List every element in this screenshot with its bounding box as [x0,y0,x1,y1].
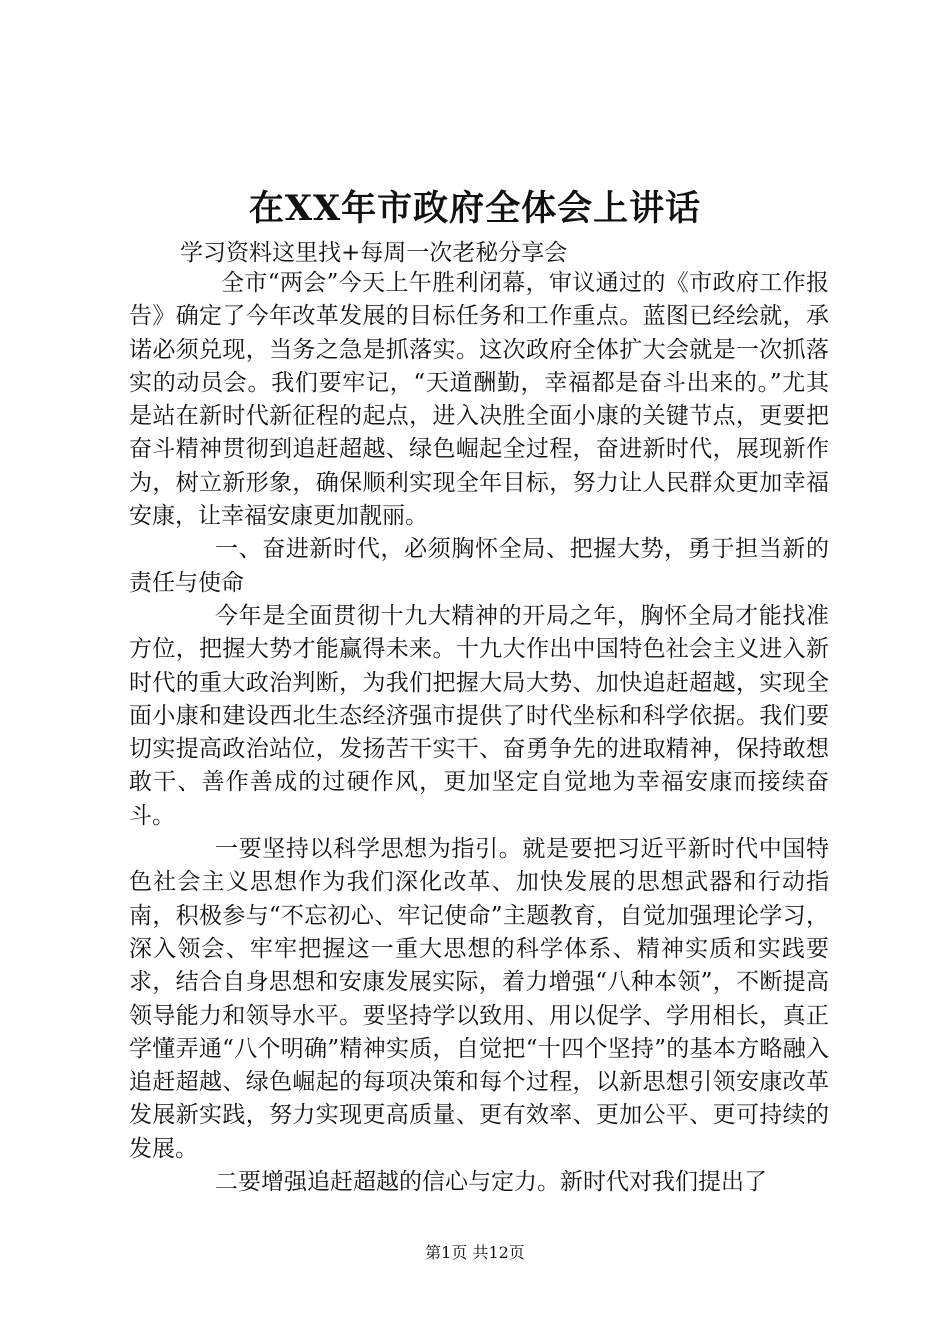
subtitle: 学习资料这里找+每周一次老秘分享会 [180,240,568,266]
paragraph-intro: 全市“两会”今天上午胜利闭幕，审议通过的《市政府工作报告》确定了今年改革发展的目标任务和工作重点。蓝图已经绘就，承诺必须兑现，当务之急是抓落实。这次政府全体扩大会就是一次抓落实的动员会。我们要牢记，“天道酬勤，幸福都是奋斗出来的。”尤其是站在新时代新征程的起点，进入决胜全面小康的关键节点，更要把奋斗精神贯彻到追赶超越、绿色崛起全过程，奋进新时代，展现新作为，树立新形象，确保顺利实现全年目标，努力让人民群众更加幸福安康，让幸福安康更加靓丽。 [129,270,829,530]
page-title: 在XX年市政府全体会上讲话 [248,188,702,229]
section-heading-1: 一、奋进新时代，必须胸怀全局、把握大势，勇于担当新的责任与使命 [129,536,829,596]
paragraph-point-2: 二要增强追赶超越的信心与定力。新时代对我们提出了 [215,1169,767,1196]
paragraph-section-1: 今年是全面贯彻十九大精神的开局之年，胸怀全局才能找准方位，把握大势才能赢得未来。十九大作出中国特色社会主义进入新时代的重大政治判断，为我们把握大局大势、加快追赶超越，实现全面小康和建设西北生态经济强市提供了时代坐标和科学依据。我们要切实提高政治站位，发扬苦干实干、奋勇争先的进取精神，保持敢想敢干、善作善成的过硬作风，更加坚定自觉地为幸福安康而接续奋斗。 [129,602,829,829]
document-body [129,267,829,1199]
page-number-footer: 第1页 共12页 [425,1243,525,1262]
paragraph-point-1: 一要坚持以科学思想为指引。就是要把习近平新时代中国特色社会主义思想作为我们深化改革、加快发展的思想武器和行动指南，积极参与“不忘初心、牢记使命”主题教育，自觉加强理论学习，深入领会、牢牢把握这一重大思想的科学体系、精神实质和实践要求，结合自身思想和安康发展实际，着力增强“八种本领”，不断提高领导能力和领导水平。要坚持学以致用、用以促学、学用相长，真正学懂弄通“八个明确”精神实质，自觉把“十四个坚持”的基本方略融入追赶超越、绿色崛起的每项决策和每个过程，以新思想引领安康改革发展新实践，努力实现更高质量、更有效率、更加公平、更可持续的发展。 [129,836,829,1162]
